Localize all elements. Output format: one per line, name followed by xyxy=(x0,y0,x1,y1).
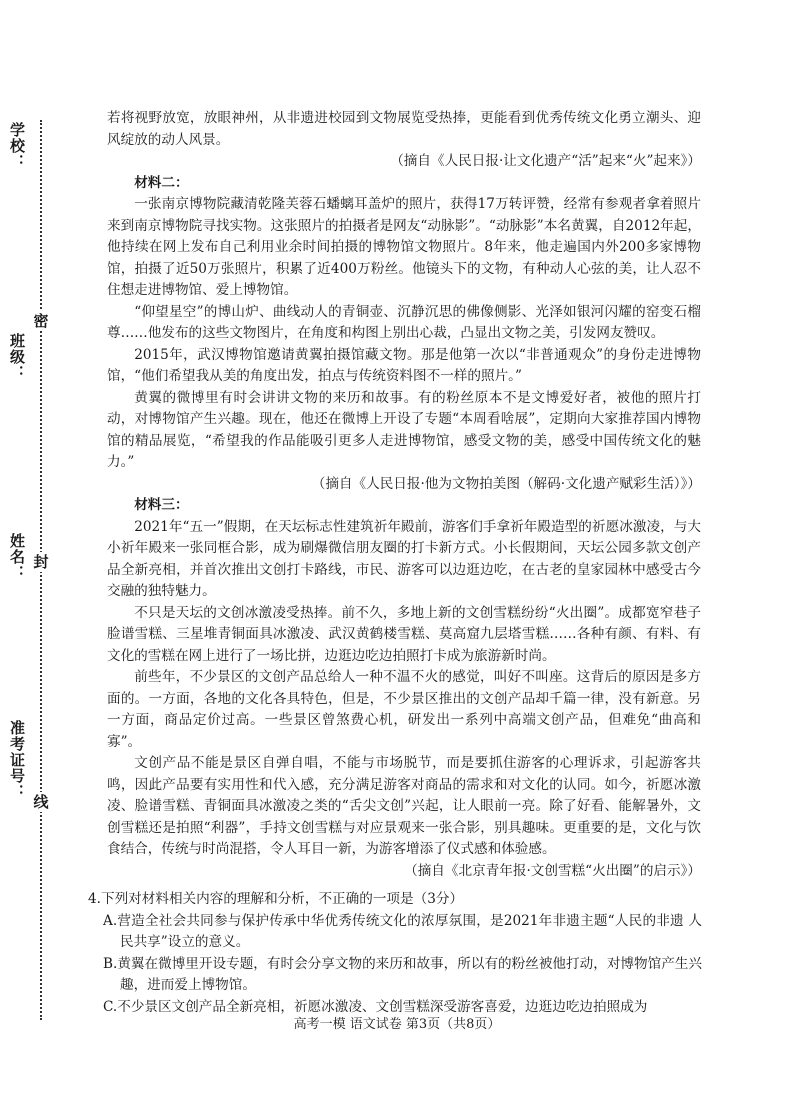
paragraph: 不只是天坛的文创冰激凌受热捧。前不久，多地上新的文创雪糕纷纷“火出圈”。成都宽窄巷子脸谱雪糕、三星堆青铜面具冰激凌、武汉黄鹤楼雪糕、莫高窟九层塔雪糕……各种有颜、有料、有文化的雪糕在网上进行了一场比拼，边逛边吃边拍照打卡成为旅游新时尚。 xyxy=(107,604,701,664)
seal-char-mi: 密 xyxy=(31,311,51,331)
page-footer: 高考一模 语文试卷 第3页（共8页） xyxy=(293,1017,501,1032)
source-citation: （摘自《人民日报·他为文物拍美图（解码·文化遗产赋彩生活）》） xyxy=(311,475,701,492)
source-citation: （摘自《北京青年报·文创雪糕“火出圈”的启示》） xyxy=(404,862,701,879)
name-label: 姓名： xyxy=(8,533,26,581)
seal-char-xian: 线 xyxy=(31,792,51,812)
paragraph: “仰望星空”的博山炉、曲线动人的青铜壶、沉静沉思的佛像侧影、光泽如银河闪耀的窑变石榴尊……他发布的这些文物图片，在角度和构图上别出心裁，凸显出文物之美，引发网友赞叹。 xyxy=(107,303,701,341)
source-citation: （摘自《人民日报·让文化遗产“活”起来“火”起来》） xyxy=(390,153,701,169)
option-a: A.营造全社会共同参与保护传承中华优秀传统文化的浓厚氛围，是2021年非遗主题“人民的非遗 人民共享”设立的意义。 xyxy=(103,912,702,950)
question-stem: 4.下列对材料相关内容的理解和分析，不正确的一项是（3分） xyxy=(88,891,464,907)
exam-number-label: 准考证号： xyxy=(8,720,26,800)
class-label: 班级： xyxy=(8,333,26,381)
option-b: B.黄翼在微博里开设专题，有时会分享文物的来历和故事，所以有的粉丝被他打动，对博物馆产生兴趣，进而爱上博物馆。 xyxy=(103,955,702,993)
paragraph: 前些年，不少景区的文创产品总给人一种不温不火的感觉，叫好不叫座。这背后的原因是多方面的。一方面，各地的文化各具特色，但是，不少景区推出的文创产品却千篇一律，没有新意。另一方面，商品定价过高。一些景区曾煞费心机，研发出一系列中高端文创产品，但难免“曲高和寡”。 xyxy=(107,669,701,750)
paragraph: 黄翼的微博里有时会讲讲文物的来历和故事。有的粉丝原本不是文博爱好者，被他的照片打动，对博物馆产生兴趣。现在，他还在微博上开设了专题“本周看啥展”，定期向大家推荐国内博物馆的精品展览，“希望我的作品能吸引更多人走进博物馆，感受文物的美，感受中国传统文化的魅力。” xyxy=(107,389,701,470)
question-4 xyxy=(88,889,702,1018)
paragraph: 一张南京博物院藏清乾隆芙蓉石蟠螭耳盖炉的照片，获得17万转评赞，经常有参观者拿着照片来到南京博物院寻找实物。这张照片的拍摄者是网友“动脉影”。“动脉影”本名黄翼，自2012年起，他持续在网上发布自己利用业余时间拍摄的博物馆文物照片。8年来，他走遍国内外200多家博物馆，拍摄了近50万张照片，积累了近400万粉丝。他镜头下的文物，有种动人心弦的美，让人忍不住想走进博物馆、爱上博物馆。 xyxy=(107,196,701,298)
paragraph: 若将视野放宽，放眼神州，从非遗进校园到文物展览受热捧，更能看到优秀传统文化勇立潮头、迎风绽放的动人风景。 xyxy=(107,110,701,148)
paragraph: 文创产品不能是景区自弹自唱，不能与市场脱节，而是要抓住游客的心理诉求，引起游客共鸣，因此产品要有实用性和代入感，充分满足游客对商品的需求和对文化的认同。如今，祈愿冰激凌、脸谱雪糕、青铜面具冰激凌之类的“舌尖文创”兴起，让人眼前一亮。除了好看、能解暑外，文创雪糕还是拍照“利器”，手持文创雪糕与对应景观来一张合影，别具趣味。更重要的是，文化与饮食结合，传统与时尚混搭，令人耳目一新，为游客增添了仪式感和体验感。 xyxy=(107,755,701,857)
school-label: 学校： xyxy=(8,122,26,170)
material-heading: 材料二： xyxy=(134,174,189,191)
paragraph: 2021年“五一”假期，在天坛标志性建筑祈年殿前，游客们手拿祈年殿造型的祈愿冰激凌，与大小祈年殿来一张同框合影，成为刷爆微信朋友圈的打卡新方式。小长假期间，天坛公园多款文创产品全新亮相，并首次推出文创打卡路线，市民、游客可以边逛边吃，在古老的皇家园林中感受古今交融的独特魅力。 xyxy=(107,518,701,599)
option-c: C.不少景区文创产品全新亮相，祈愿冰激凌、文创雪糕深受游客喜爱，边逛边吃边拍照成为 xyxy=(103,998,648,1015)
material-heading: 材料三： xyxy=(134,497,189,513)
paragraph: 2015年，武汉博物馆邀请黄翼拍摄馆藏文物。那是他第一次以“非普通观众”的身份走进博物馆，“他们希望我从美的角度出发，拍点与传统资料图不一样的照片。” xyxy=(107,346,701,384)
reading-passage xyxy=(107,108,701,882)
seal-char-feng: 封 xyxy=(31,552,51,572)
